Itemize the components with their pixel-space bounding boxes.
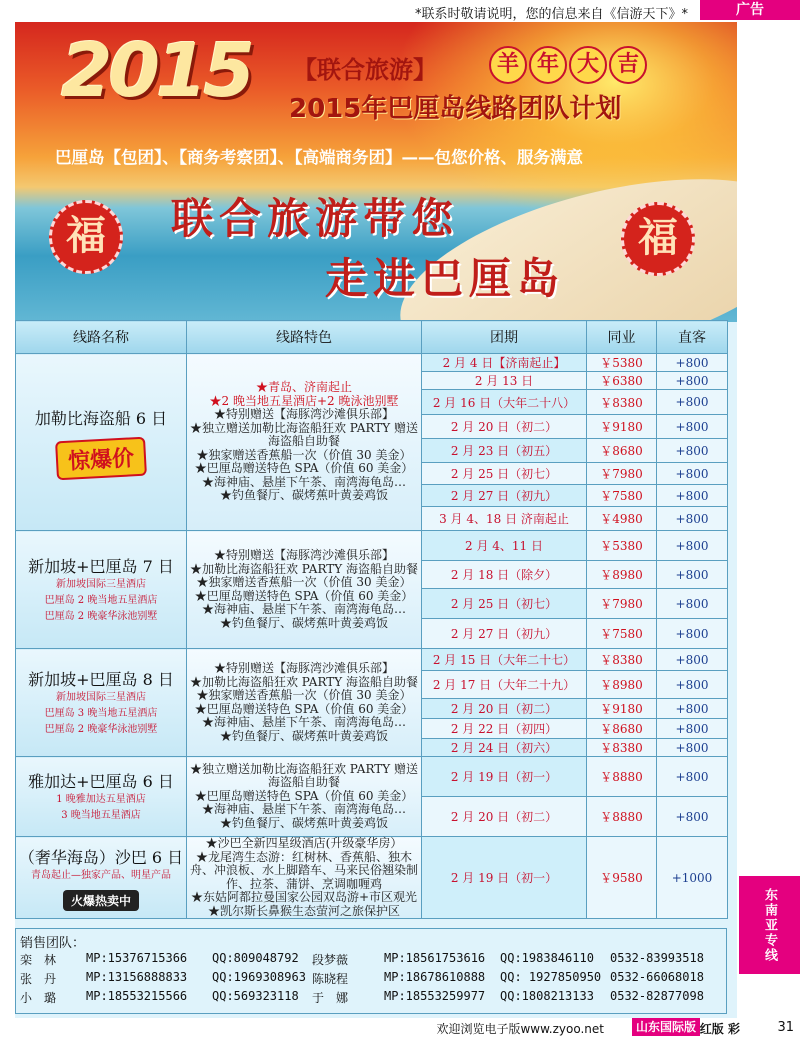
sales-mobile: MP:18553259977	[384, 989, 486, 1003]
direct-price: +800	[657, 507, 728, 531]
peer-price: ￥8680	[587, 439, 657, 463]
feature-item: ★加勒比海盗船狂欢 PARTY 海盗船自助餐	[189, 561, 419, 576]
departure-date: 2 月 25 日（初七）	[422, 589, 587, 619]
feature-item: ★凯尔斯长鼻猴生态萤河之旅保护区	[207, 903, 400, 918]
lucky-char: 年	[529, 46, 567, 84]
route-name-cell	[16, 757, 187, 837]
route-hotel-note: 1 晚雅加达五星酒店	[56, 794, 146, 805]
feature-item: ★海神庙、悬崖下午茶、南湾海龟岛…	[201, 802, 406, 817]
peer-price: ￥9580	[587, 837, 657, 919]
departure-date: 2 月 13 日	[422, 372, 587, 390]
route-hotel-note: 巴厘岛 2 晚豪华泳池别墅	[44, 724, 158, 735]
peer-price: ￥9180	[587, 415, 657, 439]
feature-item: ★东姑阿都拉曼国家公园双岛游+市区观光	[190, 890, 418, 904]
departure-date: 2 月 27 日（初九）	[422, 619, 587, 649]
year-logo: 2015	[61, 28, 251, 114]
feature-item: ★钓鱼餐厅、碳烤蕉叶黄姜鸡饭	[219, 815, 388, 830]
fu-papercut-right: 福	[621, 202, 695, 276]
header-departure-dates: 团期	[422, 321, 587, 354]
departure-date: 2 月 19 日（初一）	[422, 837, 587, 919]
route-hotel-note: 巴厘岛 3 晚当地五星酒店	[44, 708, 158, 719]
feature-item: ★龙尾湾生态游：红树林、香蕉船、独木舟、冲浪板、水上脚踏车、马来民俗翘染制作、拉茶、蒲饼、烹调咖喱鸡	[189, 849, 418, 891]
poster	[15, 22, 737, 1018]
route-name-cell	[16, 354, 187, 531]
route-hotel-note: 巴厘岛 2 晚当地五星酒店	[44, 595, 158, 606]
feature-item: ★独家赠送香蕉船一次（价值 30 美金）	[196, 575, 412, 589]
route-name: 新加坡+巴厘岛 7 日	[28, 557, 174, 576]
sales-phone: 0532-66068018	[610, 970, 704, 984]
route-table-body	[16, 354, 728, 919]
departure-date: 2 月 25 日（初七）	[422, 463, 587, 485]
peer-price: ￥9180	[587, 699, 657, 719]
departure-date: 2 月 17 日（大年二十九）	[422, 671, 587, 699]
promo-badge: 惊爆价	[55, 437, 147, 481]
feature-item: ★独立赠送加勒比海盗船狂欢 PARTY 赠送海盗船自助餐	[189, 761, 419, 790]
header-route-features: 线路特色	[187, 321, 422, 354]
peer-price: ￥4980	[587, 507, 657, 531]
sales-team	[15, 928, 727, 1014]
route-hotel-note: 新加坡国际三星酒店	[56, 579, 146, 590]
route-name: 加勒比海盗船 6 日	[34, 409, 168, 428]
departure-date: 2 月 19 日（初一）	[422, 757, 587, 797]
feature-item: ★巴厘岛赠送特色 SPA（价值 60 美金）	[194, 701, 414, 716]
departure-date: 2 月 20 日（初二）	[422, 699, 587, 719]
feature-item: ★沙巴全新四星级酒店(升级豪华房）	[205, 836, 403, 850]
feature-item: ★青岛、济南起止	[255, 380, 352, 395]
feature-item: ★独家赠送香蕉船一次（价值 30 美金）	[196, 447, 412, 462]
feature-item: ★钓鱼餐厅、碳烤蕉叶黄姜鸡饭	[219, 488, 388, 503]
sales-mobile: MP:13156888833	[86, 970, 188, 984]
peer-price: ￥8880	[587, 757, 657, 797]
direct-price: +800	[657, 561, 728, 589]
sales-qq: QQ:809048792	[212, 951, 299, 965]
feature-item: ★巴厘岛赠送特色 SPA（价值 60 美金）	[194, 588, 414, 603]
peer-price: ￥5380	[587, 531, 657, 561]
feature-item: ★钓鱼餐厅、碳烤蕉叶黄姜鸡饭	[219, 728, 388, 743]
departure-date: 3 月 4、18 日 济南起止	[422, 507, 587, 531]
route-features-cell	[187, 531, 422, 649]
slogan-line-2: 走进巴厘岛	[325, 254, 566, 303]
direct-price: +800	[657, 649, 728, 671]
route-features-cell	[187, 837, 422, 919]
hot-sale-badge: 火爆热卖中	[63, 890, 139, 911]
route-name-cell	[16, 531, 187, 649]
lucky-char: 羊	[489, 46, 527, 84]
footer-color-label: 彩	[727, 1022, 740, 1036]
sales-name: 陈晓程	[312, 972, 349, 986]
brand-name: 【联合旅游】	[293, 56, 437, 84]
ad-tag: 广告	[700, 0, 800, 20]
feature-item: ★独家赠送香蕉船一次（价值 30 美金）	[196, 688, 412, 702]
route-name: 新加坡+巴厘岛 8 日	[28, 670, 174, 689]
route-name-cell	[16, 649, 187, 757]
direct-price: +800	[657, 439, 728, 463]
direct-price: +800	[657, 531, 728, 561]
direct-price: +800	[657, 354, 728, 372]
peer-price: ￥7980	[587, 589, 657, 619]
sales-qq: QQ:1808213133	[500, 989, 594, 1003]
tagline: 巴厘岛【包团】、【商务考察团】、【高端商务团】——包您价格、服务满意	[55, 148, 583, 167]
sales-title: 销售团队：	[20, 936, 86, 951]
direct-price: +800	[657, 619, 728, 649]
feature-item: ★海神庙、悬崖下午茶、南湾海龟岛…	[201, 474, 406, 489]
feature-item: ★独立赠送加勒比海盗船狂欢 PARTY 赠送海盗船自助餐	[189, 420, 419, 449]
sales-name: 段梦薇	[312, 953, 349, 967]
slogan-line-1: 联合旅游带您	[171, 194, 460, 243]
peer-price: ￥7580	[587, 485, 657, 507]
sales-phone: 0532-83993518	[610, 951, 704, 965]
sales-mobile: MP:18561753616	[384, 951, 486, 965]
table-row	[16, 649, 728, 671]
table-row	[16, 531, 728, 561]
departure-date: 2 月 16 日（大年二十八）	[422, 390, 587, 415]
peer-price: ￥8380	[587, 649, 657, 671]
sales-mobile: MP:18678610888	[384, 970, 486, 984]
direct-price: +800	[657, 739, 728, 757]
departure-date: 2 月 23 日（初五）	[422, 439, 587, 463]
footer-red-edition	[700, 1020, 740, 1037]
departure-date: 2 月 4、11 日	[422, 531, 587, 561]
direct-price: +800	[657, 757, 728, 797]
lucky-char: 吉	[609, 46, 647, 84]
route-hotel-note: 青岛起止—独家产品、明星产品	[31, 869, 171, 881]
hero-banner	[15, 22, 737, 322]
footer-red-label: 红版	[699, 1022, 724, 1036]
sales-mobile: MP:18553215566	[86, 989, 188, 1003]
route-hotel-note: 新加坡国际三星酒店	[56, 692, 146, 703]
departure-date: 2 月 24 日（初六）	[422, 739, 587, 757]
peer-price: ￥8680	[587, 719, 657, 739]
feature-item: ★加勒比海盗船狂欢 PARTY 海盗船自助餐	[189, 674, 419, 689]
southeast-asia-tab: 东南亚专线	[739, 876, 800, 974]
feature-item: ★巴厘岛赠送特色 SPA（价值 60 美金）	[194, 788, 414, 803]
footer-edition: 山东国际版	[632, 1018, 700, 1036]
direct-price: +800	[657, 372, 728, 390]
feature-item: ★特别赠送【海豚湾沙滩俱乐部】	[213, 407, 394, 422]
page-footer	[0, 1018, 800, 1036]
sales-name: 张 丹	[20, 972, 57, 986]
peer-price: ￥8380	[587, 739, 657, 757]
departure-date: 2 月 20 日（初二）	[422, 797, 587, 837]
direct-price: +800	[657, 390, 728, 415]
sales-name: 于 娜	[312, 991, 349, 1005]
departure-date: 2 月 27 日（初九）	[422, 485, 587, 507]
peer-price: ￥8980	[587, 671, 657, 699]
route-features-cell	[187, 354, 422, 531]
direct-price: +800	[657, 485, 728, 507]
route-name: （奢华海岛）沙巴 6 日	[18, 847, 184, 867]
route-hotel-note: 3 晚当地五星酒店	[61, 810, 141, 821]
feature-item: ★海神庙、悬崖下午茶、南湾海龟岛…	[201, 602, 406, 616]
top-note-bar	[0, 0, 800, 22]
header-route-name: 线路名称	[16, 321, 187, 354]
route-table	[15, 320, 728, 919]
sales-mobile: MP:15376715366	[86, 951, 188, 965]
route-hotel-note: 巴厘岛 2 晚豪华泳池别墅	[44, 611, 158, 622]
sales-phone: 0532-82877098	[610, 989, 704, 1003]
departure-date: 2 月 18 日（除夕）	[422, 561, 587, 589]
peer-price: ￥8380	[587, 390, 657, 415]
peer-price: ￥7980	[587, 463, 657, 485]
direct-price: +1000	[657, 837, 728, 919]
peer-price: ￥7580	[587, 619, 657, 649]
plan-title: 2015年巴厘岛线路团队计划	[289, 94, 622, 124]
sales-qq: QQ:1969308963	[212, 970, 306, 984]
feature-item: ★钓鱼餐厅、碳烤蕉叶黄姜鸡饭	[219, 615, 388, 630]
direct-price: +800	[657, 797, 728, 837]
sales-qq: QQ:1983846110	[500, 951, 594, 965]
footer-page-number: 31	[777, 1020, 794, 1035]
direct-price: +800	[657, 671, 728, 699]
sales-qq: QQ: 1927850950	[500, 970, 602, 984]
top-note-text: *联系时敬请说明，您的信息来自《信游天下》*	[414, 7, 688, 22]
peer-price: ￥5380	[587, 354, 657, 372]
direct-price: +800	[657, 719, 728, 739]
departure-date: 2 月 15 日（大年二十七）	[422, 649, 587, 671]
sales-name: 小 璐	[20, 991, 57, 1005]
route-features-cell	[187, 649, 422, 757]
direct-price: +800	[657, 415, 728, 439]
lucky-char: 大	[569, 46, 607, 84]
feature-item: ★2 晚当地五星酒店+2 晚泳池别墅	[209, 393, 399, 408]
table-header-row	[16, 321, 728, 354]
peer-price: ￥8980	[587, 561, 657, 589]
peer-price: ￥6380	[587, 372, 657, 390]
table-row	[16, 354, 728, 372]
peer-price: ￥8880	[587, 797, 657, 837]
sales-qq: QQ:569323118	[212, 989, 299, 1003]
table-row	[16, 757, 728, 797]
table-row	[16, 837, 728, 919]
feature-item: ★特别赠送【海豚湾沙滩俱乐部】	[213, 661, 394, 675]
sales-name: 栾 林	[20, 953, 57, 967]
route-name: 雅加达+巴厘岛 6 日	[28, 772, 174, 791]
lucky-badge	[489, 46, 649, 80]
departure-date: 2 月 4 日【济南起止】	[422, 354, 587, 372]
footer-website[interactable]: 欢迎浏览电子版www.zyoo.net	[436, 1022, 604, 1036]
departure-date: 2 月 20 日（初二）	[422, 415, 587, 439]
feature-item: ★巴厘岛赠送特色 SPA（价值 60 美金）	[194, 461, 414, 476]
header-direct-price: 直客	[657, 321, 728, 354]
fu-papercut-left: 福	[49, 200, 123, 274]
route-name-cell	[16, 837, 187, 919]
departure-date: 2 月 22 日（初四）	[422, 719, 587, 739]
header-peer-price: 同业	[587, 321, 657, 354]
direct-price: +800	[657, 463, 728, 485]
feature-item: ★海神庙、悬崖下午茶、南湾海龟岛…	[201, 715, 406, 729]
direct-price: +800	[657, 589, 728, 619]
route-features-cell	[187, 757, 422, 837]
feature-item: ★特别赠送【海豚湾沙滩俱乐部】	[213, 548, 394, 562]
direct-price: +800	[657, 699, 728, 719]
